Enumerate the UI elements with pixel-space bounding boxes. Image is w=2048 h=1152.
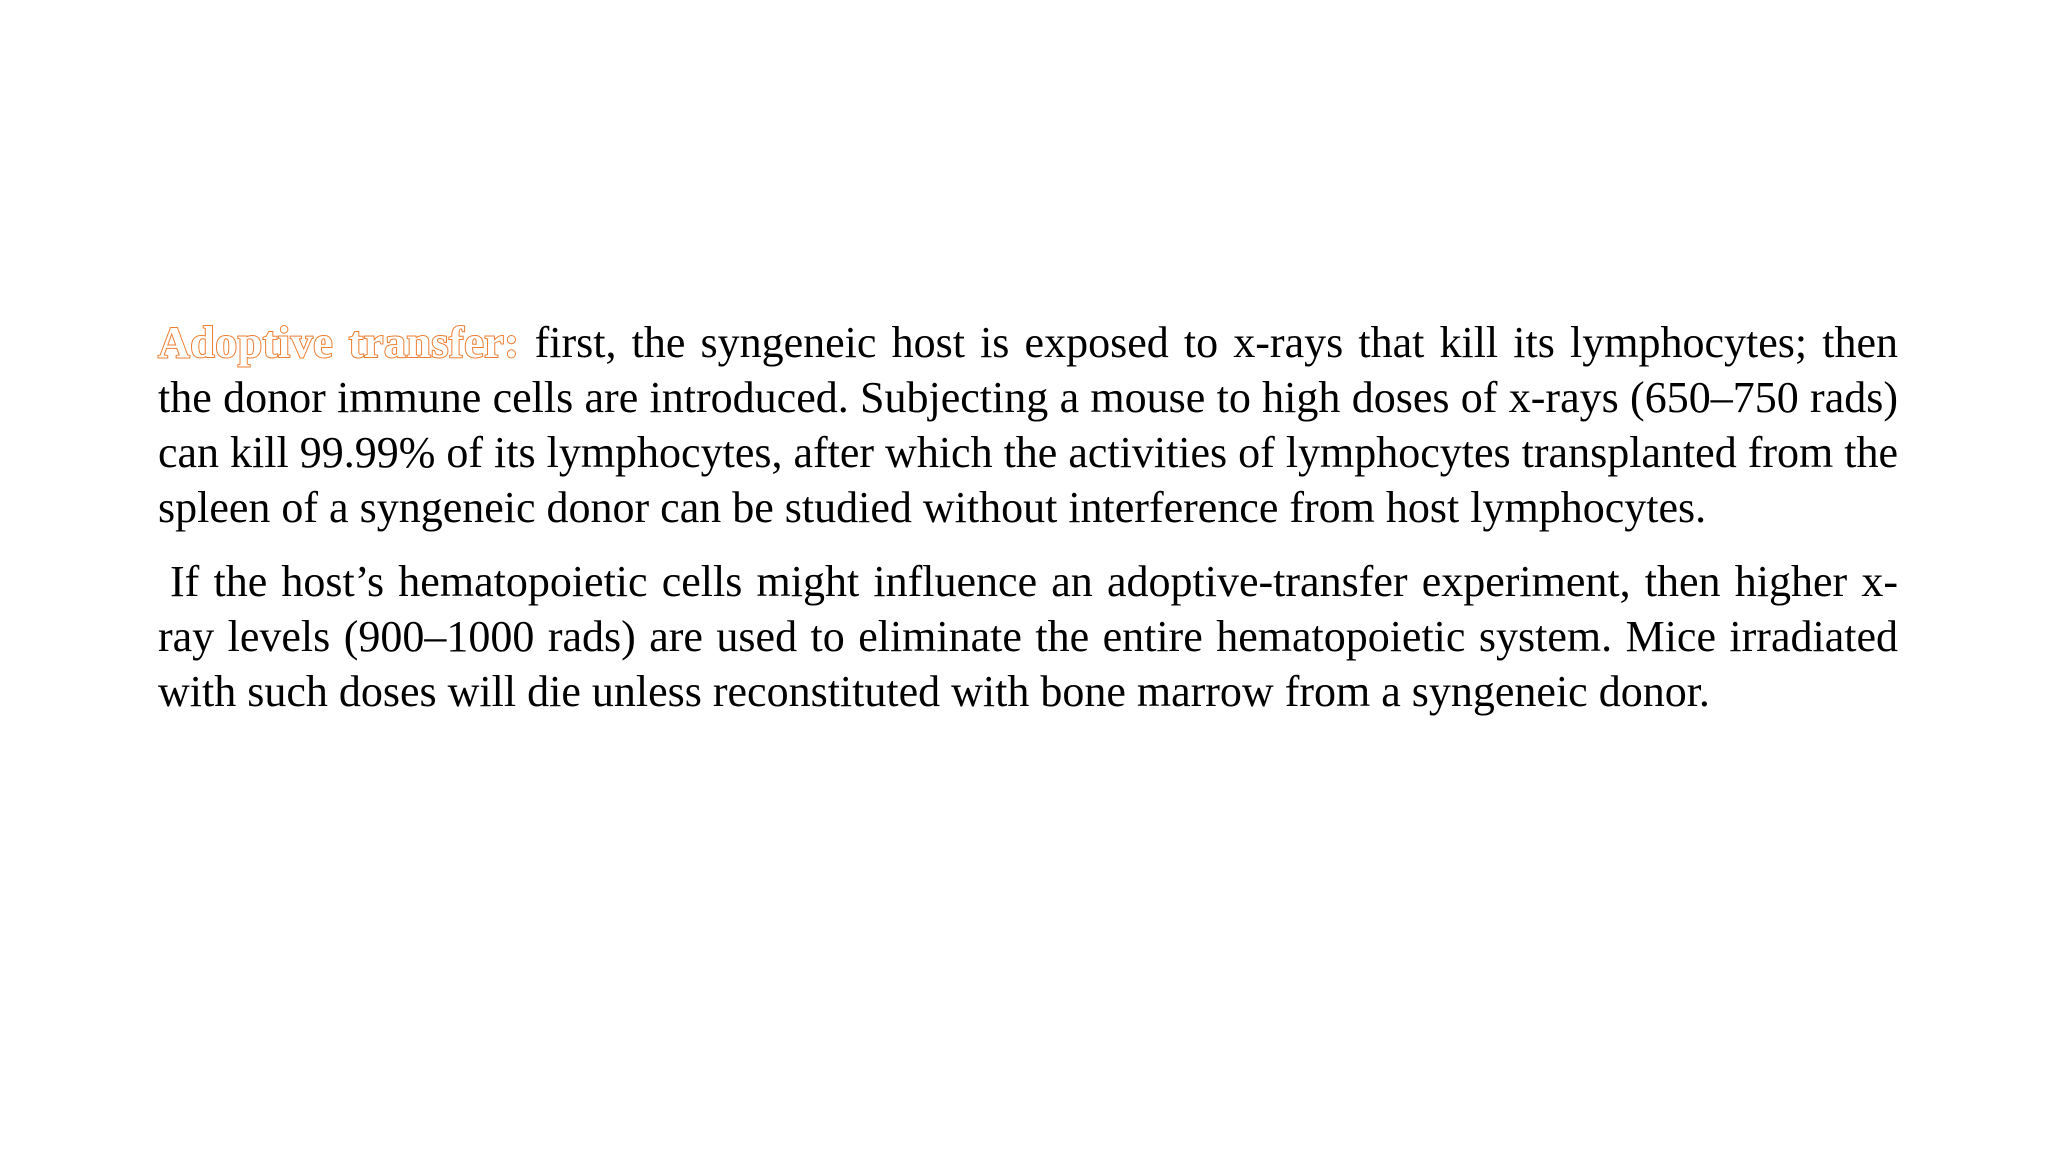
paragraph-text: first, the syngeneic host is exposed to x-rays that kill its lymphocytes; then the donor immune cells are introduced. Subjecting a mouse to high doses of x-rays (650–750 rads) can kill 99.99% of its lymphocytes, after which the activities of lymphocytes transplanted from the spleen of a syngeneic donor can be studied without interference from host lymphocytes. — [158, 318, 1899, 532]
paragraph-hematopoietic — [158, 554, 1898, 719]
paragraph-adoptive-transfer — [158, 315, 1898, 535]
term-heading: Adoptive transfer: — [158, 318, 520, 367]
paragraph-text: If the host’s hematopoietic cells might influence an adoptive-transfer experiment, then higher x-ray levels (900–1000 rads) are used to eliminate the entire hematopoietic system. Mice irradiated with such doses will die unless reconstituted with bone marrow from a syngeneic donor. — [158, 557, 1898, 716]
slide-body — [158, 315, 1898, 719]
